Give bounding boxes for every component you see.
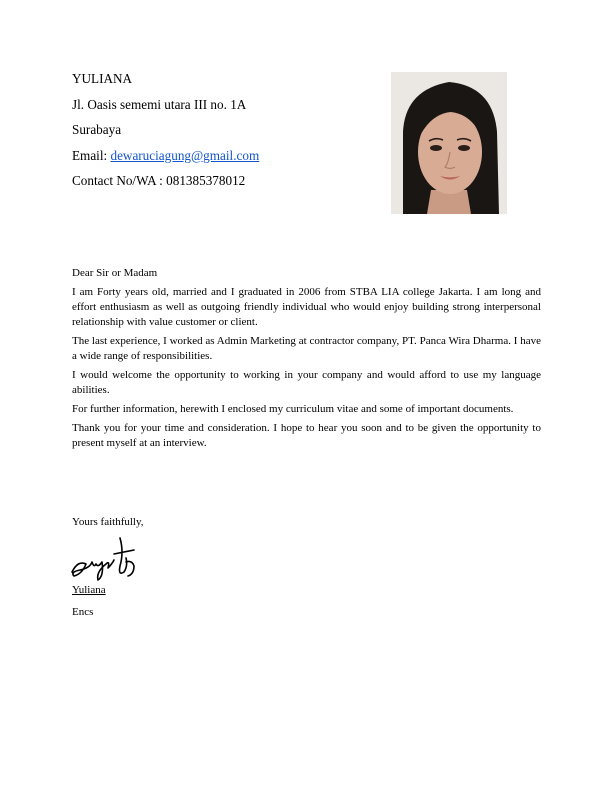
sender-contact: Contact No/WA : 081385378012 [72,173,246,188]
letter-body [72,266,541,455]
paragraph-intro: I am Forty years old, married and I graduated in 2006 from STBA LIA college Jakarta. I am long and effort enthusiasm as well as outgoing friendly individual who would enjoy building strong interpersonal relationship with value customer or client. [72,286,541,328]
sender-details [72,70,332,198]
paragraph-experience: The last experience, I worked as Admin Marketing at contractor company, PT. Panca Wira Dharma. I have a wide range of responsibilities. [72,335,541,362]
email-link[interactable]: dewaruciagung@gmail.com [110,147,260,163]
portrait-image [391,72,507,214]
closing: Yours faithfully, [72,516,144,528]
sender-name: YULIANA [72,71,133,86]
signer-name: Yuliana [72,584,106,596]
paragraph-opportunity: I would welcome the opportunity to working in your company and would afford to use my language abilities. [72,369,541,396]
sender-email-line [72,147,332,164]
sender-address: Jl. Oasis sememi utara III no. 1A [72,96,247,112]
profile-photo [391,72,507,214]
handwritten-signature [68,532,140,582]
salutation: Dear Sir or Madam [72,267,158,279]
paragraph-thanks: Thank you for your time and consideration. I hope to hear you soon and to be given the opportunity to present myself at an interview. [72,422,541,449]
email-label: Email: [72,147,111,163]
paragraph-further-information: For further information, herewith I enclosed my curriculum vitae and some of important documents. [72,403,514,415]
sender-city: Surabaya [72,122,122,137]
enclosure-note: Encs [72,606,94,618]
